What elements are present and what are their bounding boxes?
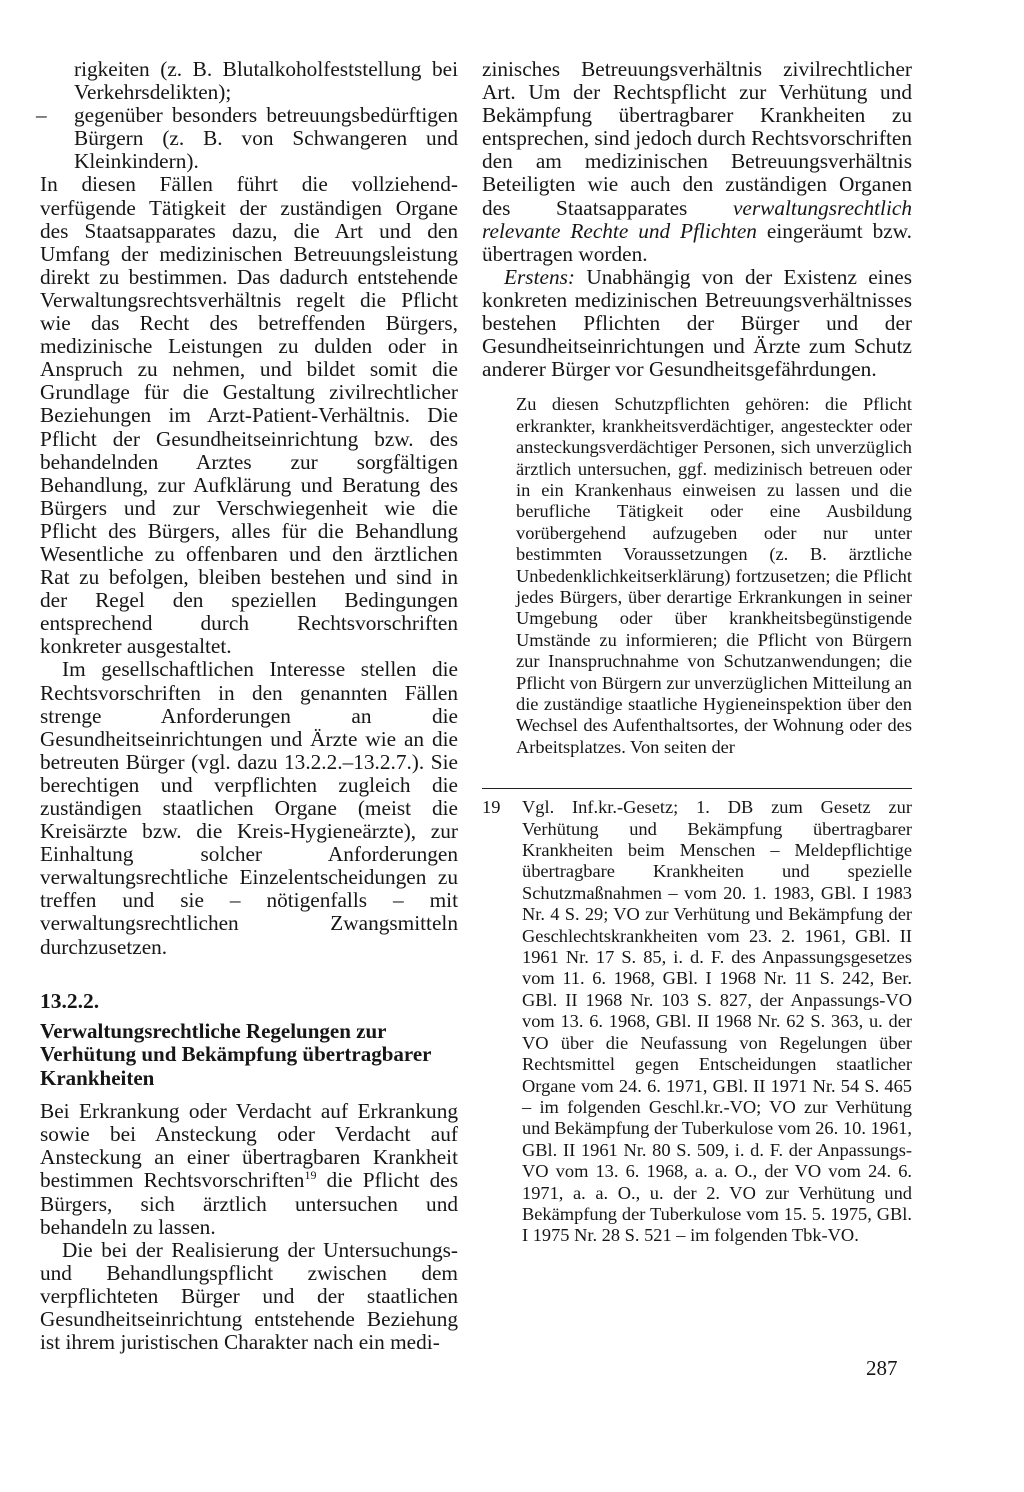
- paragraph: [40, 1100, 458, 1239]
- page-number: 287: [866, 1356, 898, 1380]
- list-item-continuation: rigkeiten (z. B. Blutalkoholfeststellung bei Verkehrsdelikten);: [74, 57, 458, 105]
- paragraph: [482, 266, 912, 381]
- small-print-paragraph: Zu diesen Schutzpflichten gehören: die Pflicht erkrankter, krankheitsverdächtiger, angesteckter oder ansteckungsverdächtiger Personen, sich unverzüglich ärztlich untersuchen, ggf. medizinisch betreuen oder in ein Krankenhaus einweisen zu lassen und die berufliche Tätigkeit oder eine Ausbildung vorübergehend aufzugeben oder nur unter bestimmten Voraussetzungen (z. B. ärztliche Unbedenklichkeitserklärung) fortzusetzen; die Pflicht jedes Bürgers, über derartige Erkrankungen in seiner Umgebung oder über krankheitsbegünstigende Umstände zu informieren; die Pflicht von Bürgern zur Inanspruchnahme von Schutzanwendungen; die Pflicht von Bürgern zur unverzüglichen Mitteilung an die zuständige staatliche Hygieneinspektion über den Wechsel des Aufenthaltsortes, der Wohnung oder des Arbeitsplatzes. Von seiten der: [516, 394, 912, 757]
- list-item-text: gegenüber besonders betreuungsbedürftigen Bürgern (z. B. von Schwangeren und Kleinkindern).: [74, 103, 458, 174]
- footnote: [482, 797, 912, 1247]
- paragraph-text: Unabhängig von der Existenz eines konkreten medizinischen Betreuungsverhältnisses bestehen Pflichten der Bürger und der Gesundheitseinrichtungen und Ärzte zum Schutz anderer Bürger vor Gesundheitsgefährdungen.: [482, 264, 912, 382]
- paragraph: [482, 58, 912, 266]
- paragraph-text: zinisches Betreuungsverhältnis zivilrechtlicher Art. Um der Rechtspflicht zur Verhütung und Bekämpfung übertragbarer Krankheiten zu entsprechen, sind jedoch durch Rechtsvorschriften den am medizinischen Betreuungsverhältnis Beteiligten wie auch den zuständigen Organen des Staatsapparates: [482, 57, 912, 220]
- paragraph: In diesen Fällen führt die vollziehend-verfügende Tätigkeit der zuständigen Organe des Staatsapparates dazu, die Art und den Umfang der medizinischen Betreuungsleistung direkt zu bestimmen. Das dadurch entstehende Verwaltungsrechtsverhältnis regelt die Pflicht wie das Recht des betreffenden Bürgers, medizinische Leistungen zu dulden oder in Anspruch zu nehmen, und bildet somit die Grundlage für die Gestaltung zivilrechtlicher Beziehungen im Arzt-Patient-Verhältnis. Die Pflicht der Gesundheitseinrichtung bzw. des behandelnden Arztes zur sorgfältigen Behandlung, zur Aufklärung und Beratung des Bürgers und zur Verschwiegenheit wie die Pflicht des Bürgers, alles für die Behandlung Wesentliche zu offenbaren und den ärztlichen Rat zu befolgen, bleiben bestehen und sind in der Regel den speziellen Bedingungen entsprechend durch Rechtsvorschriften konkreter ausgestaltet.: [40, 172, 458, 659]
- paragraph: Die bei der Realisierung der Untersuchungs- und Behandlungspflicht zwischen dem verpflichteten Bürger und der staatlichen Gesundheitseinrichtung entstehende Beziehung ist ihrem juristischen Charakter nach ein medi-: [40, 1237, 458, 1355]
- left-column: [36, 57, 458, 1355]
- paragraph-text: die Pflicht des Bürgers, sich ärztlich untersuchen und behandeln zu lassen.: [40, 1168, 458, 1239]
- paragraph-text: eingeräumt bzw. übertragen worden.: [482, 218, 912, 266]
- footnote-divider: [482, 788, 912, 789]
- section-number: 13.2.2.: [40, 988, 100, 1013]
- footnote-text: Vgl. Inf.kr.-Gesetz; 1. DB zum Gesetz zur Verhütung und Bekämpfung übertragbarer Krankheiten beim Menschen – Meldepflichtige übertragbare Krankheiten und spezielle Schutzmaßnahmen – vom 20. 1. 1983, GBl. I 1983 Nr. 4 S. 29; VO zur Verhütung und Bekämpfung der Geschlechtskrankheiten vom 23. 2. 1961, GBl. II 1961 Nr. 17 S. 85, i. d. F. des Anpassungsgesetzes vom 11. 6. 1968, GBl. I 1968 Nr. 11 S. 242, Ber. GBl. II 1968 Nr. 103 S. 827, der Anpassungs-VO vom 13. 6. 1968, GBl. II 1968 Nr. 62 S. 363, u. der VO über die Neufassung von Regelungen über Rechtsmittel gegen Entscheidungen staatlicher Organe vom 24. 6. 1971, GBl. II 1971 Nr. 54 S. 465 – im folgenden Geschl.kr.-VO; VO zur Verhütung und Bekämpfung der Tuberkulose vom 26. 10. 1961, GBl. II 1961 Nr. 80 S. 509, i. d. F. der Anpassungs-VO vom 13. 6. 1968, a. a. O., der VO vom 24. 6. 1971, a. a. O., u. der 2. VO zur Verhütung und Bekämpfung der Tuberkulose vom 15. 5. 1975, GBl. I 1975 Nr. 28 S. 521 – im folgenden Tbk-VO.: [522, 797, 912, 1246]
- emphasis-text: verwaltungsrechtlich relevante Rechte und Pflichten: [482, 195, 912, 243]
- paragraph-text: Bei Erkrankung oder Verdacht auf Erkrankung sowie bei Ansteckung oder Verdacht auf Ansteckung an einer übertragbaren Krankheit bestimmen Rechtsvorschriften: [40, 1099, 458, 1193]
- footnote-number: 19: [482, 797, 501, 818]
- list-item: [36, 103, 458, 174]
- footnote-reference[interactable]: 19: [304, 1168, 317, 1183]
- emphasis-text: Erstens:: [504, 264, 575, 289]
- paragraph: Im gesellschaftlichen Interesse stellen die Rechtsvorschriften in den genannten Fällen strenge Anforderungen an die Gesundheitseinrichtungen und Ärzte wie an die betreuten Bürger (vgl. dazu 13.2.2.–13.2.7.). Sie berechtigen und verpflichten zugleich die zuständigen staatlichen Organe (meist die Kreisärzte bzw. die Kreis-Hygieneärzte), zur Einhaltung solcher Anforderungen verwaltungsrechtliche Einzelentscheidungen zu treffen und sie – nötigenfalls – mit verwaltungsrechtlichen Zwangsmitteln durchzusetzen.: [40, 657, 458, 959]
- section-title: Verwaltungsrechtliche Regelungen zur Verhütung und Bekämpfung übertragbarer Krankheiten: [40, 1018, 432, 1090]
- right-column: [482, 58, 912, 1247]
- list-dash: –: [36, 103, 47, 128]
